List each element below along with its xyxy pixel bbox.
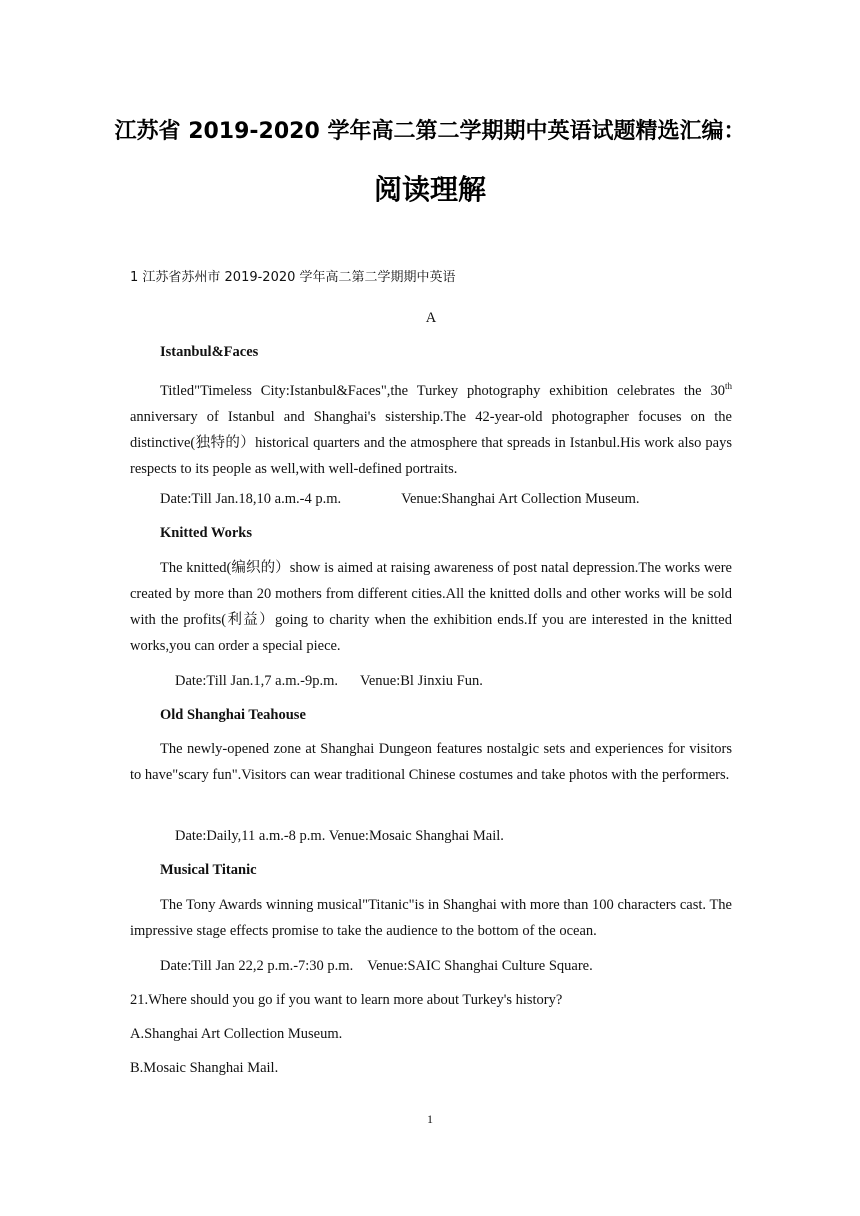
document-subtitle: 阅读理解 — [373, 173, 486, 206]
event-heading-titanic: Musical Titanic — [160, 862, 257, 878]
paragraph-text: Titled"Timeless City:Istanbul&Faces",the Turkey photography exhibition celebrates the 30 — [160, 382, 725, 399]
event-heading-knitted: Knitted Works — [160, 525, 252, 541]
paragraph-text: anniversary of Istanbul and Shanghai's sistership.The 42-year-old photographer focuses on the distinctive(独特的）historical quarters and the atmosphere that spreads in Istanbul.His work also pays respects to its people as well,with well-defined portraits. — [130, 408, 732, 477]
event-info-titanic — [130, 953, 732, 979]
event-paragraph-teahouse: The newly-opened zone at Shanghai Dungeon features nostalgic sets and experiences for visitors to have"scary fun".Visitors can wear traditional Chinese costumes and take photos with the performers. — [130, 741, 732, 783]
event-paragraph-titanic: The Tony Awards winning musical"Titanic"is in Shanghai with more than 100 characters cast. The impressive stage effects promise to take the audience to the bottom of the ocean. — [130, 897, 732, 939]
question-21: 21.Where should you go if you want to learn more about Turkey's history? — [130, 992, 563, 1008]
event-heading-teahouse: Old Shanghai Teahouse — [160, 707, 306, 723]
document-title: 江苏省 2019-2020 学年高二第二学期期中英语试题精选汇编： — [114, 119, 746, 144]
event-heading-istanbul: Istanbul&Faces — [160, 344, 259, 360]
event-date: Date:Till Jan.18,10 a.m.-4 p.m. — [160, 491, 342, 507]
event-info-teahouse: Date:Daily,11 a.m.-8 p.m. Venue:Mosaic Shanghai Mail. — [175, 828, 504, 844]
event-venue: Venue:SAIC Shanghai Culture Square. — [367, 958, 593, 974]
option-a: A.Shanghai Art Collection Museum. — [130, 1026, 343, 1042]
event-info-knitted — [130, 668, 732, 694]
event-venue: Venue:Bl Jinxiu Fun. — [359, 673, 483, 689]
event-venue: Venue:Shanghai Art Collection Museum. — [401, 491, 640, 507]
event-paragraph-knitted: The knitted(编织的）show is aimed at raising awareness of post natal depression.The works were created by more than 20 mothers from different cities.All the knitted dolls and other works will be sold with the profits(利益）going to charity when the exhibition ends.If you are interested in the knitted works,you can order a special piece. — [130, 560, 732, 654]
event-paragraph-istanbul — [130, 373, 732, 482]
event-info-istanbul — [130, 486, 732, 512]
event-date: Date:Till Jan 22,2 p.m.-7:30 p.m. — [160, 958, 354, 974]
section-label: A — [425, 310, 437, 326]
superscript: th — [724, 381, 732, 391]
source-line: 1 江苏省苏州市 2019-2020 学年高二第二学期期中英语 — [130, 270, 456, 285]
event-date: Date:Till Jan.1,7 a.m.-9p.m. — [175, 673, 338, 689]
page-number: 1 — [427, 1112, 433, 1126]
option-b: B.Mosaic Shanghai Mail. — [130, 1060, 279, 1076]
